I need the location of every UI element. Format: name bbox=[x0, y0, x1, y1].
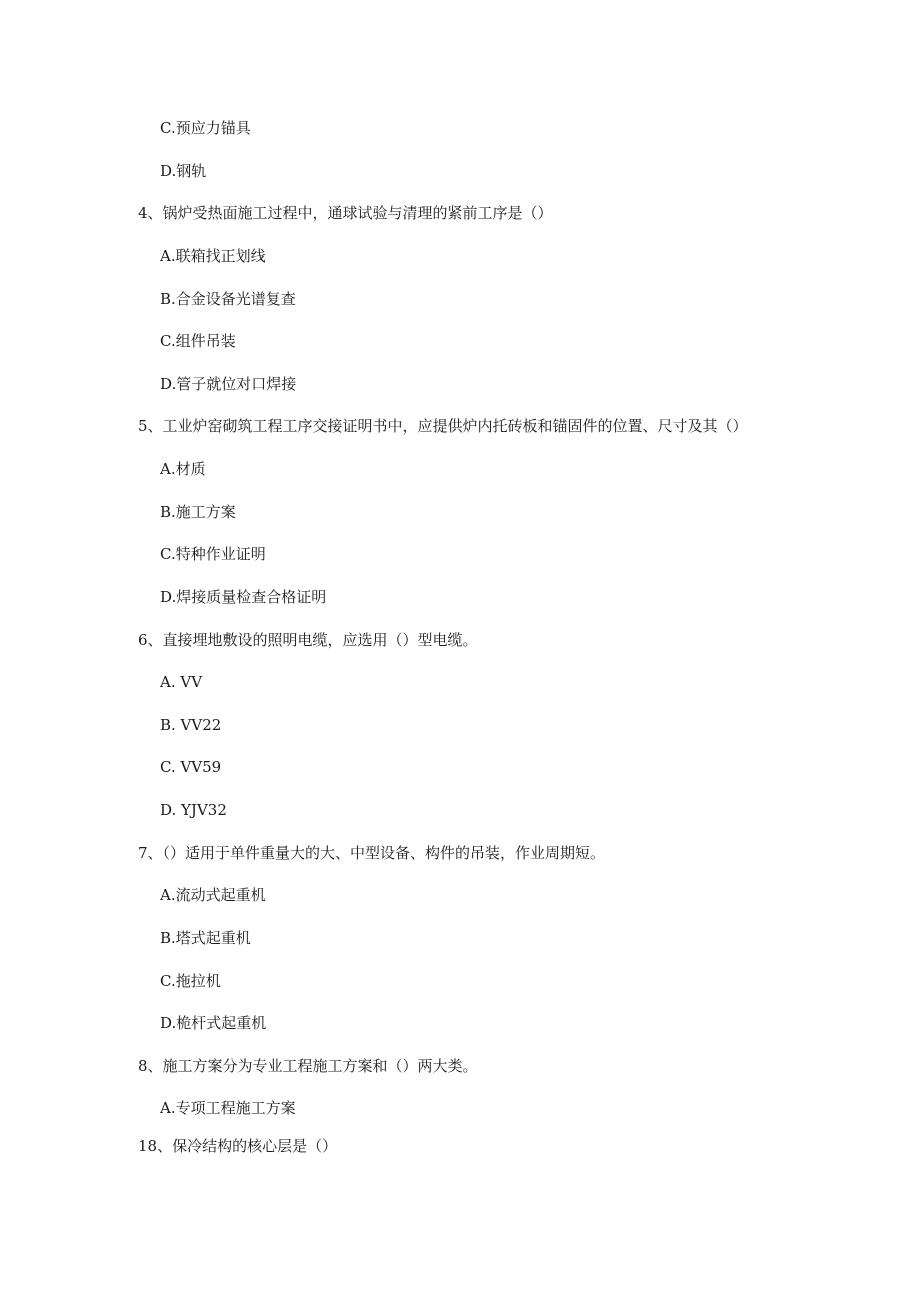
question-line: 7、（）适用于单件重量大的大、中型设备、构件的吊装，作业周期短。 bbox=[138, 844, 606, 862]
option-line: B. VV22 bbox=[160, 716, 222, 734]
option-line: D.钢轨 bbox=[160, 162, 207, 180]
option-line: D. YJV32 bbox=[160, 801, 227, 819]
option-line: A. VV bbox=[160, 673, 203, 691]
option-line: C.特种作业证明 bbox=[160, 545, 266, 563]
question-line: 18、保冷结构的核心层是（） bbox=[138, 1137, 338, 1155]
option-line: C. VV59 bbox=[160, 758, 222, 776]
option-line: D.焊接质量检查合格证明 bbox=[160, 588, 327, 606]
option-line: D.桅杆式起重机 bbox=[160, 1014, 267, 1032]
option-line: C.预应力锚具 bbox=[160, 119, 251, 137]
option-line: A.材质 bbox=[160, 460, 206, 478]
question-line: 5、工业炉窑砌筑工程工序交接证明书中，应提供炉内托砖板和锚固件的位置、尺寸及其（） bbox=[138, 417, 748, 435]
option-line: B.合金设备光谱复查 bbox=[160, 290, 296, 308]
question-line: 6、直接埋地敷设的照明电缆，应选用（）型电缆。 bbox=[138, 631, 478, 649]
option-line: D.管子就位对口焊接 bbox=[160, 375, 297, 393]
option-line: A.联箱找正划线 bbox=[160, 247, 266, 265]
question-line: 8、施工方案分为专业工程施工方案和（）两大类。 bbox=[138, 1057, 478, 1075]
option-line: C.拖拉机 bbox=[160, 972, 221, 990]
option-line: B.施工方案 bbox=[160, 503, 236, 521]
option-line: B.塔式起重机 bbox=[160, 929, 251, 947]
option-line: A.专项工程施工方案 bbox=[160, 1099, 296, 1117]
option-line: C.组件吊装 bbox=[160, 332, 236, 350]
question-line: 4、锅炉受热面施工过程中，通球试验与清理的紧前工序是（） bbox=[138, 204, 553, 222]
option-line: A.流动式起重机 bbox=[160, 886, 266, 904]
